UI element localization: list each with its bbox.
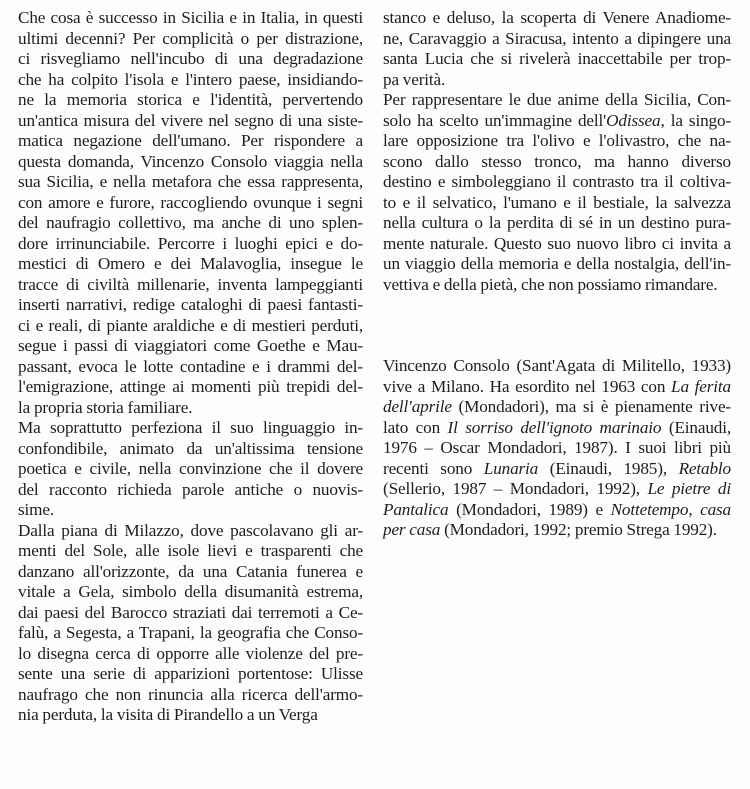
text-line: menti del Sole, alle isole lievi e trasparenti che (18, 541, 363, 560)
text-line: to e il selvatico, l'umano e il bestiale, la salvezza (383, 192, 731, 212)
text-line: del racconto richieda parole antiche o nuovis- (18, 479, 363, 499)
text-line: Dalla piana di Milazzo, dove pascolavano gli ar- (18, 520, 363, 540)
text-line: recenti sono Lunaria (Einaudi, 1985), Retablo (383, 458, 731, 478)
text-line: un'antica misura del vivere nel segno di una siste- (18, 110, 363, 130)
paragraph-intro (18, 8, 363, 418)
paragraph-two-souls (383, 90, 731, 295)
text-line: ultimi decenni? Per complicità o per distrazione, (18, 28, 363, 48)
text-line: per casa (Mondadori, 1992; premio Strega 1992). (383, 520, 717, 539)
paragraph-language (18, 418, 363, 521)
text-line: solo ha scelto un'immagine dell'Odissea, la singo- (383, 110, 731, 130)
text-line: Ma soprattutto perfeziona il suo linguaggio in- (18, 418, 363, 437)
text-line: danzano all'orizzonte, da una Catania funerea e (18, 561, 363, 581)
text-line: naufrago che non rinuncia alla ricerca dell'armo- (18, 684, 363, 704)
text-line: lare opposizione tra l'olivo e l'olivastro, che na- (383, 131, 731, 150)
text-line: del naufragio collettivo, ma anche di uno splen- (18, 213, 363, 232)
text-line: la propria storia familiare. (18, 397, 193, 417)
text-line: ne la memoria storica e l'identità, pervertendo (18, 90, 363, 109)
text-line: segue i passi di viaggiatori come Goethe e Mau- (18, 336, 363, 355)
text-line: stanco e deluso, la scoperta di Venere Anadiome- (383, 8, 731, 27)
text-line: Per rappresentare le due anime della Sicilia, Con- (383, 90, 731, 109)
text-line: vettiva e della pietà, che non possiamo rimandare. (383, 274, 718, 294)
author-bio (383, 356, 731, 541)
text-line: l'emigrazione, attinge ai momenti più trepidi del- (18, 377, 363, 396)
text-line: santa Lucia che si rivelerà inaccettabile per trop- (383, 49, 731, 68)
text-line: vitale a Gela, simbolo della disumanità estrema, (18, 582, 363, 601)
left-column (18, 8, 363, 726)
text-line: Pantalica (Mondadori, 1989) e Nottetempo, casa (383, 499, 731, 519)
text-line: che ha colpito l'isola e l'intero paese, insidiando- (18, 69, 363, 89)
text-line: sente una serie di apparizioni portentose: Ulisse (18, 664, 363, 683)
text-line: questa domanda, Vincenzo Consolo viaggia nella (18, 151, 363, 171)
text-line: lato con Il sorriso dell'ignoto marinaio (Einaudi, (383, 417, 732, 437)
text-line: sime. (18, 500, 55, 519)
text-line: tracce di civiltà millenarie, inventa lampeggianti (18, 274, 363, 294)
text-line: (Sellerio, 1987 – Mondadori, 1992), Le pietre di (383, 479, 731, 498)
paragraph-geography (18, 521, 363, 726)
text-line: un viaggio della memoria e della nostalgia, dell'in- (383, 254, 731, 273)
text-line: confondibile, animato da un'altissima tensione (18, 438, 363, 458)
text-line: lo disegna cerca di opporre alle violenze del pre- (18, 643, 363, 663)
text-line: destino e simboleggiano il contrasto tra il coltiva- (383, 172, 731, 191)
text-line: sua Sicilia, e nella metafora che essa rappresenta, (18, 172, 363, 191)
text-line: scono dallo stesso tronco, ma hanno diverso (383, 151, 731, 171)
text-line: ne, Caravaggio a Siracusa, intento a dipingere una (383, 28, 731, 48)
text-line: nella cultura o la perdita di sé in un destino pura- (383, 213, 731, 232)
text-line: poetica e civile, nella convinzione che il dovere (18, 459, 363, 478)
text-line: nia perduta, la visita di Pirandello a un Verga (18, 705, 318, 724)
text-line: con amore e furore, raccogliendo ovunque i segni (18, 192, 363, 212)
text-line: falù, a Segesta, a Trapani, la geografia che Conso- (18, 623, 363, 642)
text-line: inserti narrativi, redige cataloghi di paesi fantasti- (18, 295, 363, 314)
text-line: dore irrinunciabile. Percorre i luoghi epici e do- (18, 233, 363, 253)
paragraph-apparitions-cont (383, 8, 731, 90)
text-line: dell'aprile (Mondadori), ma si è pienamente rive- (383, 397, 731, 416)
text-line: dai paesi del Barocco straziati dai terremoti a Ce- (18, 602, 363, 622)
text-line: Vincenzo Consolo (Sant'Agata di Militello, 1933) (383, 356, 731, 375)
text-line: ci e reali, di piante araldiche e di mestieri perduti, (18, 315, 363, 335)
right-column (383, 8, 731, 541)
text-line: Che cosa è successo in Sicilia e in Italia, in questi (18, 8, 363, 27)
text-line: matica negazione dell'umano. Per rispondere a (18, 131, 363, 150)
text-line: mestici di Omero e dei Malavoglia, insegue le (18, 254, 363, 273)
text-line: vive a Milano. Ha esordito nel 1963 con La ferita (383, 376, 731, 396)
text-line: passant, evoca le lotte contadine e i drammi del- (18, 356, 363, 376)
text-line: 1976 – Oscar Mondadori, 1987). I suoi libri più (383, 438, 731, 457)
text-line: mente naturale. Questo suo nuovo libro ci invita a (383, 233, 731, 253)
text-line: ci risvegliamo nell'incubo di una degradazione (18, 49, 363, 68)
text-line: pa verità. (383, 69, 446, 89)
